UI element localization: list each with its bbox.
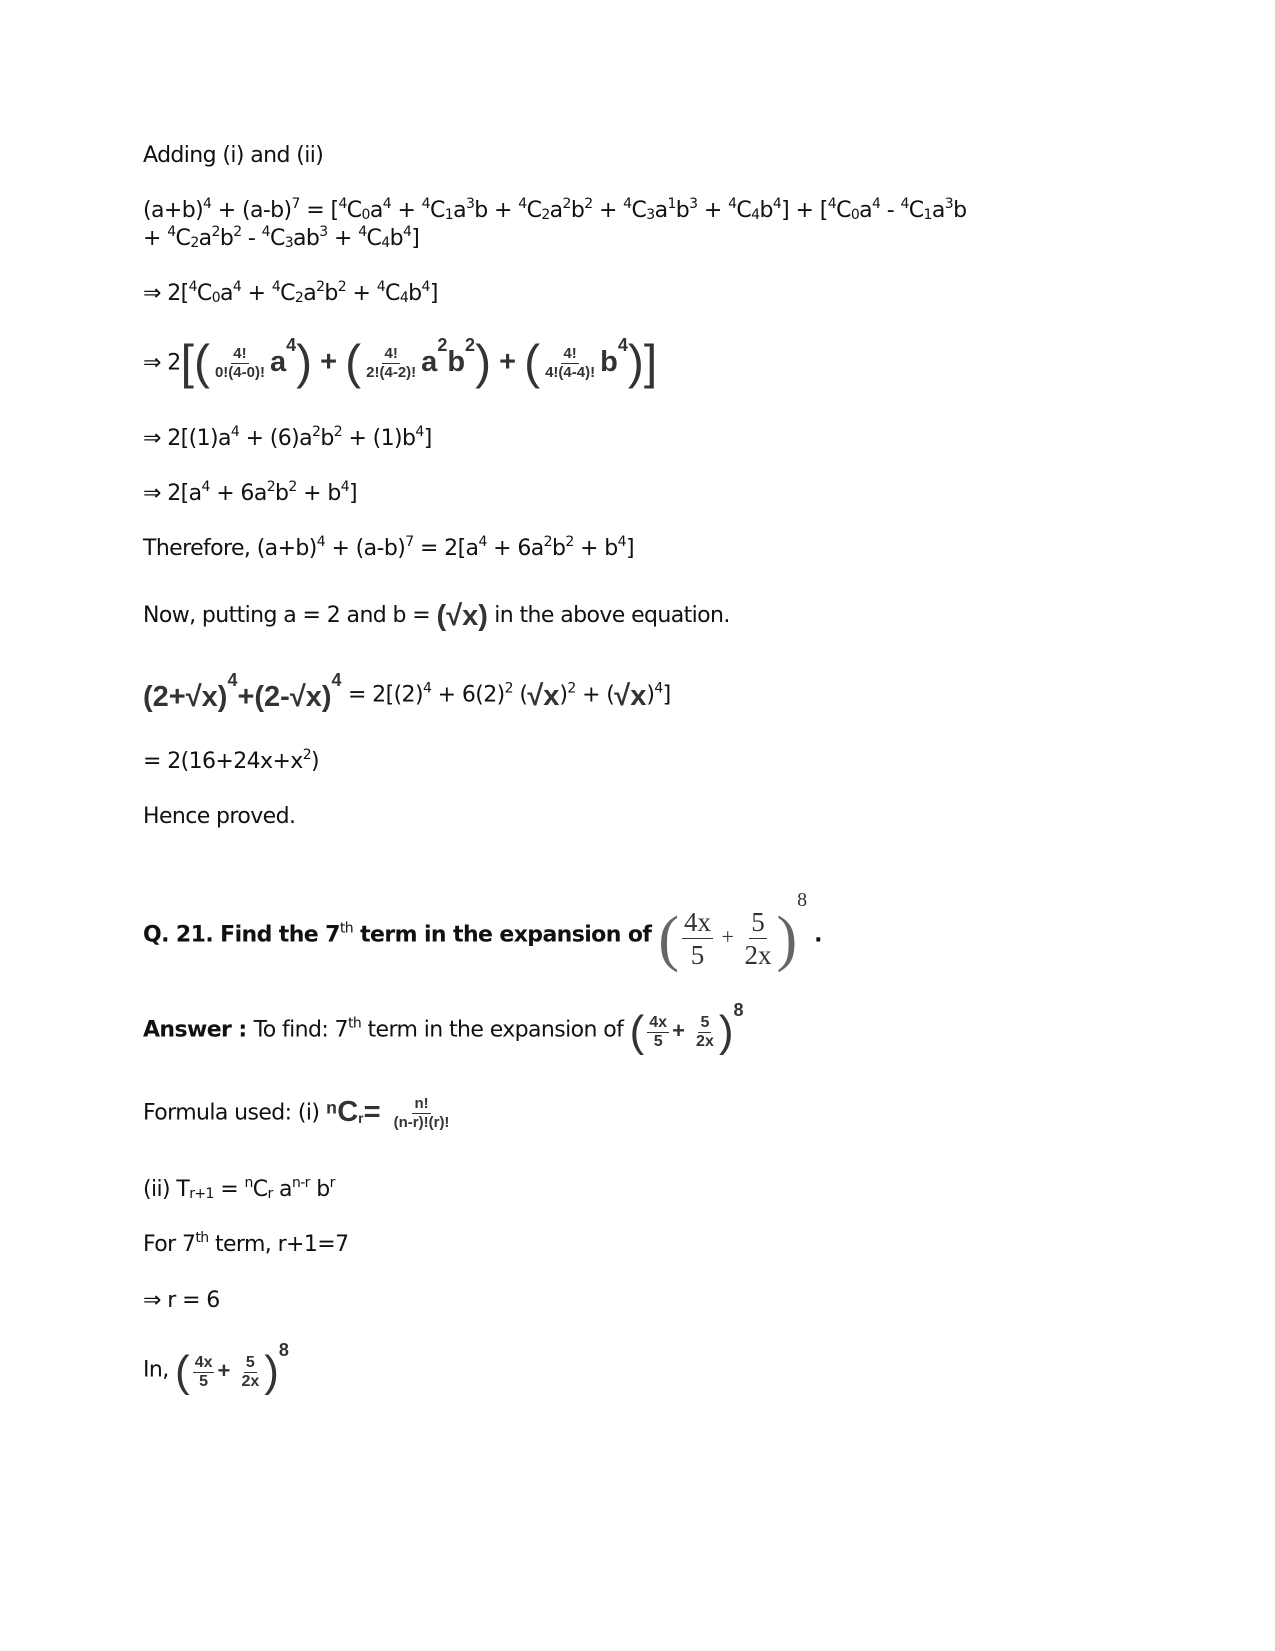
superscript: 4	[338, 196, 347, 212]
superscript: th	[339, 920, 354, 937]
subscript: r+1	[189, 1186, 214, 1202]
text-run: C	[366, 226, 382, 251]
fraction	[742, 906, 773, 971]
bracket: )	[296, 336, 313, 390]
fraction	[392, 1095, 452, 1132]
text-run: =	[363, 1096, 389, 1129]
superscript: 8	[733, 1000, 744, 1020]
superscript: 2	[233, 224, 242, 240]
bracket: )]	[627, 336, 658, 390]
equation-image	[180, 335, 658, 390]
subscript: 1	[923, 207, 932, 223]
line-r-value	[143, 1287, 220, 1315]
text-run: a	[421, 346, 438, 379]
superscript: 2	[211, 224, 220, 240]
text-run: C	[252, 1177, 268, 1202]
text-run: (√x)	[436, 600, 488, 632]
denominator: 5	[653, 1032, 663, 1050]
text-run: term in the expansion of	[361, 1017, 630, 1043]
denominator: 4!(4-4)!	[545, 364, 596, 381]
superscript: 4	[271, 279, 281, 295]
numerator: 4!	[233, 345, 247, 362]
text-run: +	[143, 226, 168, 251]
subscript: r	[358, 1110, 364, 1127]
numerator: 4x	[194, 1353, 213, 1371]
fraction	[364, 345, 418, 382]
superscript: 2	[504, 680, 513, 697]
text-run: b	[324, 281, 338, 306]
text-run: b +	[474, 198, 519, 223]
line-sum-eq-2	[143, 225, 419, 253]
superscript: 4	[230, 424, 240, 440]
superscript: 4	[358, 224, 367, 240]
superscript: 4	[188, 279, 197, 295]
text-run: b	[447, 346, 466, 379]
text-run: +	[241, 281, 272, 306]
text-run: Hence proved.	[143, 804, 296, 829]
text-run: C	[385, 281, 400, 306]
subscript: 0	[850, 207, 860, 223]
superscript: 2	[316, 279, 325, 295]
line-hence	[143, 803, 295, 831]
text-run: b	[389, 226, 403, 251]
superscript: n-r	[291, 1175, 310, 1191]
denominator: 2!(4-2)!	[366, 364, 417, 381]
superscript: 3	[689, 196, 698, 212]
text-run: Now, putting a = 2 and b =	[143, 603, 437, 628]
text-run: -	[241, 226, 262, 251]
fraction	[239, 1354, 261, 1391]
text-run: + 6(2)	[431, 682, 505, 708]
text-run: +	[312, 346, 346, 379]
denominator: 2x	[696, 1032, 714, 1050]
text-run: Answer :	[143, 1017, 254, 1043]
superscript: 4	[201, 479, 210, 495]
numerator: 4!	[384, 345, 398, 362]
text-run: a	[272, 1177, 292, 1202]
text-run: a	[549, 198, 563, 223]
subscript: 2	[190, 235, 199, 251]
superscript: 2	[266, 479, 276, 495]
bracket: (	[629, 1007, 645, 1057]
text-run: C	[175, 226, 191, 251]
text-run: + b	[573, 536, 618, 561]
superscript: 4	[518, 196, 527, 212]
text-run: C	[429, 198, 445, 223]
superscript: th	[195, 1230, 209, 1246]
superscript: 3	[465, 196, 475, 212]
line-question	[143, 889, 822, 973]
bracket: (	[524, 336, 541, 390]
superscript: 4	[623, 196, 632, 212]
fraction	[193, 1354, 215, 1391]
superscript: 4	[421, 196, 430, 212]
text-run: √x	[527, 679, 560, 712]
text-run: )	[311, 749, 319, 774]
subscript: 3	[646, 207, 655, 223]
text-run: C	[736, 198, 752, 223]
text-run: + (a-b)	[211, 198, 292, 223]
line-therefore	[143, 535, 634, 563]
superscript: 7	[405, 534, 414, 550]
text-run: +	[697, 198, 729, 223]
superscript: 2	[543, 534, 552, 550]
superscript: 4	[261, 224, 270, 240]
equation-image	[326, 1095, 455, 1132]
superscript: n	[244, 1175, 253, 1191]
text-run: b	[408, 281, 422, 306]
superscript: th	[347, 1015, 362, 1032]
superscript: 2	[288, 479, 297, 495]
text-run: To find: 7	[253, 1017, 348, 1043]
subscript: 0	[211, 290, 220, 306]
superscript: 4	[402, 224, 412, 240]
text-run: ]	[625, 536, 634, 561]
superscript: 2	[562, 196, 571, 212]
text-run: +	[672, 1018, 692, 1043]
bracket: )	[264, 1347, 279, 1397]
denominator: 0!(4-0)!	[214, 364, 265, 381]
superscript: 2	[437, 335, 448, 356]
bracket: (	[658, 904, 680, 973]
superscript: 4	[227, 670, 238, 690]
bracket: (	[345, 336, 362, 390]
text-run: ]	[429, 281, 438, 306]
text-run: Adding (i) and (ii)	[143, 143, 324, 168]
line-formula-1	[143, 1095, 454, 1132]
text-run: +	[327, 226, 359, 251]
superscript: 4	[872, 196, 881, 212]
text-run: + 6a	[209, 481, 267, 506]
superscript: 1	[667, 196, 676, 212]
superscript: r	[329, 1175, 335, 1191]
text-run: = 2[a	[413, 536, 479, 561]
text-run: (	[512, 682, 528, 708]
bracket: )	[718, 1007, 734, 1057]
text-run: C	[908, 198, 924, 223]
subscript: 4	[399, 290, 409, 306]
text-run: Formula used: (i)	[143, 1100, 326, 1126]
superscript: 4	[421, 279, 430, 295]
denominator: (n-r)!(r)!	[393, 1114, 450, 1131]
text-run: in the above equation.	[487, 603, 730, 628]
text-run: term, r+1=7	[208, 1232, 349, 1257]
equation-image	[143, 670, 342, 713]
superscript: 8	[797, 889, 808, 911]
superscript: 4	[331, 670, 342, 690]
subscript: 4	[381, 235, 390, 251]
superscript: 4	[422, 680, 432, 697]
bracket: )	[475, 336, 492, 390]
superscript: 4	[617, 534, 626, 550]
text-run: .	[807, 922, 822, 948]
superscript: 4	[900, 196, 909, 212]
text-run: Q. 21. Find the 7	[143, 922, 340, 948]
text-run: + (a-b)	[325, 536, 406, 561]
text-run: +	[491, 346, 525, 379]
subscript: 1	[444, 207, 454, 223]
text-run: b	[953, 198, 967, 223]
text-run: ]	[411, 226, 420, 251]
superscript: 2	[465, 335, 476, 356]
text-run: +	[592, 198, 624, 223]
numerator: n!	[414, 1095, 429, 1112]
text-run: term in the expansion of	[353, 922, 659, 948]
text-run: a	[303, 281, 317, 306]
text-run: b	[759, 198, 773, 223]
text-run: ab	[293, 226, 320, 251]
denominator: 5	[199, 1372, 209, 1390]
text-run: b	[309, 1177, 330, 1202]
line-sum-eq-1	[143, 197, 966, 225]
superscript: 4	[827, 196, 837, 212]
superscript: 2	[312, 424, 321, 440]
text-run: ⇒ 2	[143, 350, 181, 376]
text-run: C	[269, 226, 285, 251]
numerator: 4x	[684, 907, 712, 938]
superscript: 4	[728, 196, 737, 212]
text-run: ]	[423, 426, 432, 451]
text-run: ⇒ 2[a	[143, 481, 202, 506]
text-run: a	[931, 198, 945, 223]
superscript: 4	[415, 424, 424, 440]
text-run: b	[219, 226, 234, 251]
line-formula-2	[143, 1176, 335, 1204]
text-run: +	[346, 281, 377, 306]
superscript: 2	[567, 680, 576, 697]
equation-image	[658, 889, 808, 973]
text-run: ⁿC	[325, 1096, 359, 1129]
text-run: = 2(16+24x+x	[143, 749, 303, 774]
superscript: 4	[340, 479, 350, 495]
numerator: 5	[245, 1353, 255, 1371]
bracket: [(	[180, 336, 210, 390]
denominator: 5	[690, 940, 705, 971]
superscript: 4	[617, 335, 628, 356]
text-run: C	[280, 281, 295, 306]
text-run: (2+√x)	[143, 681, 228, 713]
line-adding	[143, 142, 323, 170]
numerator: 5	[751, 907, 765, 938]
fraction	[694, 1014, 716, 1051]
equation-image	[175, 1340, 289, 1397]
text-run: For 7	[143, 1232, 196, 1257]
equation-image	[614, 679, 647, 712]
line-answer	[143, 1000, 744, 1057]
superscript: 8	[278, 1340, 289, 1360]
text-run: +(2-√x)	[237, 681, 332, 713]
fraction	[543, 345, 597, 382]
text-run: +	[217, 1358, 237, 1383]
superscript: 4	[316, 534, 326, 550]
subscript: 4	[751, 207, 760, 223]
text-run: a	[654, 198, 668, 223]
text-run: ] + [	[781, 198, 828, 223]
text-run: + (	[575, 682, 615, 708]
fraction	[647, 1014, 669, 1051]
text-run: b	[320, 426, 334, 451]
bracket: )	[776, 904, 798, 973]
text-run: a	[269, 346, 287, 379]
numerator: 4!	[563, 345, 577, 362]
text-run: =	[213, 1177, 245, 1202]
fraction	[213, 345, 267, 382]
superscript: 2	[333, 424, 343, 440]
superscript: 4	[654, 680, 663, 697]
text-run: ]	[349, 481, 358, 506]
text-run: a	[369, 198, 383, 223]
text-run: C	[196, 281, 212, 306]
text-run: = 2[(2)	[341, 682, 423, 708]
line-step-2	[143, 335, 658, 390]
superscript: 2	[337, 279, 347, 295]
line-substitution	[143, 670, 671, 713]
superscript: 3	[319, 224, 328, 240]
bracket: (	[175, 1347, 190, 1397]
text-run: a	[198, 226, 212, 251]
text-run: ⇒ 2[	[143, 281, 189, 306]
text-run: √x	[614, 679, 647, 712]
text-run: (a+b)	[143, 198, 204, 223]
superscript: 3	[944, 196, 954, 212]
text-run: -	[880, 198, 901, 223]
text-run: b	[275, 481, 289, 506]
text-run: C	[346, 198, 362, 223]
subscript: 2	[294, 290, 304, 306]
text-run: + (1)b	[342, 426, 416, 451]
superscript: 4	[376, 279, 386, 295]
text-run: C	[631, 198, 647, 223]
text-run: ⇒ 2[(1)a	[143, 426, 231, 451]
denominator: 2x	[241, 1372, 260, 1390]
text-run: a	[859, 198, 873, 223]
text-run: + (6)a	[239, 426, 313, 451]
text-run: + 6a	[486, 536, 544, 561]
text-run: = [	[299, 198, 339, 223]
subscript: 3	[284, 235, 294, 251]
superscript: 4	[286, 335, 297, 356]
superscript: 4	[203, 196, 212, 212]
text-run: )	[559, 682, 568, 708]
denominator: 2x	[744, 940, 772, 971]
superscript: 7	[291, 196, 300, 212]
numerator: 4x	[649, 1013, 668, 1031]
text-run: +	[716, 924, 740, 949]
superscript: 4	[478, 534, 487, 550]
text-run: In,	[143, 1357, 176, 1383]
equation-image	[437, 602, 488, 630]
subscript: 0	[361, 207, 370, 223]
text-run: C	[836, 198, 851, 223]
text-run: (ii) T	[143, 1177, 190, 1202]
equation-image	[527, 679, 560, 712]
line-putting	[143, 602, 730, 630]
text-run: Therefore, (a+b)	[143, 536, 317, 561]
superscript: 4	[382, 196, 392, 212]
superscript: 4	[772, 196, 782, 212]
subscript: 2	[541, 207, 550, 223]
superscript: 2	[302, 747, 312, 763]
text-run: )	[646, 682, 655, 708]
text-run: b	[551, 536, 566, 561]
text-run: b	[675, 198, 690, 223]
text-run: a	[220, 281, 233, 306]
text-run: a	[453, 198, 466, 223]
fraction	[682, 906, 713, 971]
subscript: r	[267, 1186, 273, 1202]
text-run: ]	[662, 682, 671, 708]
superscript: 2	[584, 196, 593, 212]
superscript: 4	[232, 279, 242, 295]
text-run: C	[526, 198, 542, 223]
line-step-4	[143, 480, 357, 508]
line-result	[143, 748, 319, 776]
text-run: ⇒ r = 6	[143, 1288, 220, 1313]
text-run: b	[570, 198, 585, 223]
superscript: 4	[167, 224, 176, 240]
text-run: + b	[296, 481, 341, 506]
numerator: 5	[700, 1013, 710, 1031]
line-in	[143, 1340, 289, 1397]
text-run: b	[600, 346, 618, 379]
text-run: +	[391, 198, 422, 223]
line-step-1	[143, 280, 438, 308]
equation-image	[629, 1000, 744, 1057]
superscript: 2	[565, 534, 574, 550]
line-seventh	[143, 1231, 348, 1259]
line-step-3	[143, 425, 432, 453]
